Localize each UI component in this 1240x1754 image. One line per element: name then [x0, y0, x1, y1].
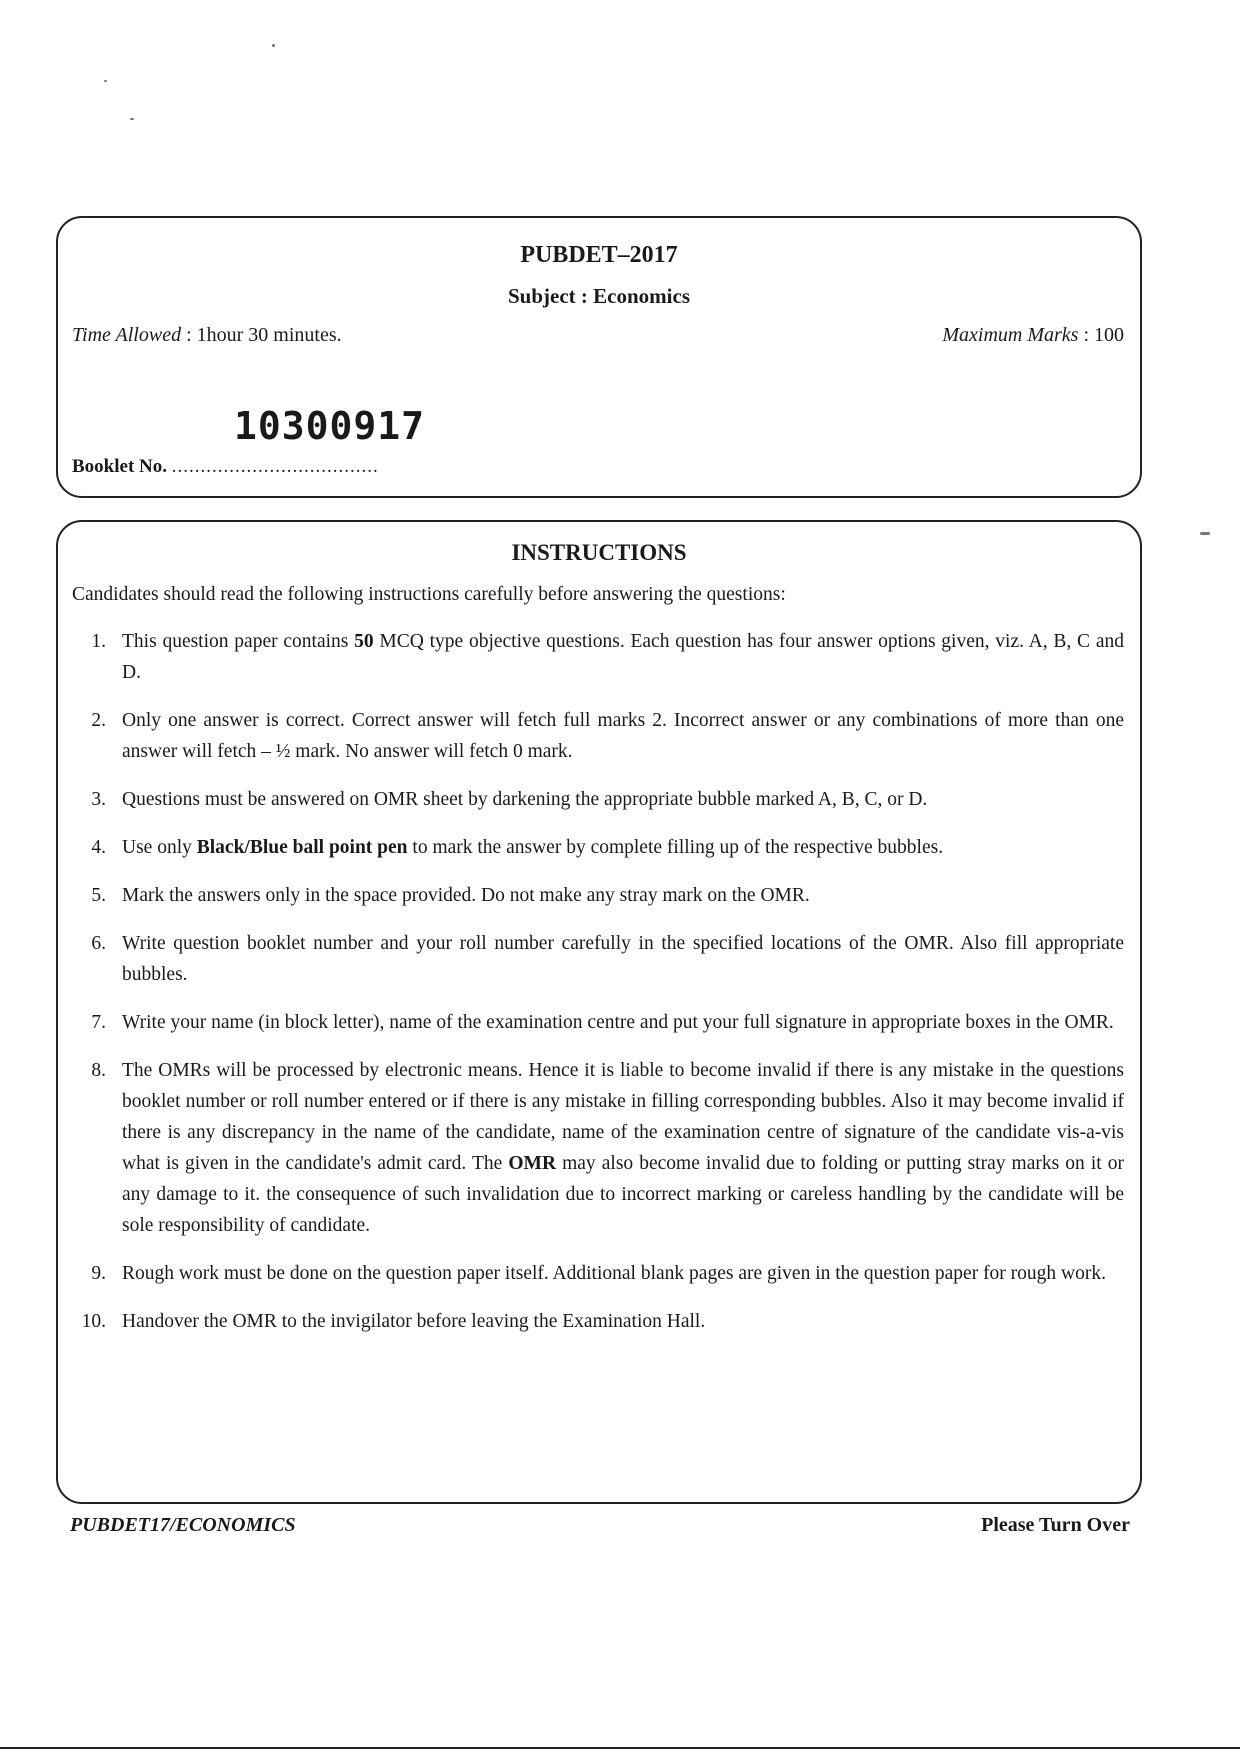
booklet-no-label: Booklet No.	[72, 456, 167, 477]
booklet-no-dots: ....................................	[171, 456, 379, 477]
instruction-bold-text: OMR	[508, 1153, 557, 1174]
maximum-marks	[942, 324, 1124, 347]
scan-speck	[130, 118, 134, 120]
instruction-text-part: This question paper contains	[122, 631, 355, 652]
booklet-no-field	[72, 456, 379, 478]
instruction-number: 1.	[91, 631, 106, 652]
instructions-list	[72, 626, 1124, 1337]
instruction-text: Only one answer is correct. Correct answer will fetch full marks 2. Incorrect answer or any combinations of more than one answer will fetch – ½ mark. No answer will fetch 0 mark.	[122, 710, 1124, 762]
instruction-text: Handover the OMR to the invigilator before leaving the Examination Hall.	[122, 1311, 706, 1332]
scan-bottom-edge	[0, 1747, 1240, 1749]
scan-speck	[1200, 532, 1210, 535]
instruction-bold-text: 50	[354, 631, 374, 652]
instruction-item	[72, 1306, 1124, 1337]
instructions-heading: INSTRUCTIONS	[511, 540, 687, 565]
instruction-text: Write question booklet number and your roll number carefully in the specified locations of the OMR. Also fill appropriate bubbles.	[122, 933, 1124, 985]
instruction-number: 9.	[91, 1263, 106, 1284]
footer-turn-over: Please Turn Over	[981, 1514, 1130, 1536]
instruction-number: 2.	[91, 710, 106, 731]
instruction-text-part: The OMRs will be processed by electronic means. Hence it is liable to become invalid if there is any mistake in the questions booklet number or roll number entered or if there is any mistake in filling corresponding bubbles. Also it may become invalid if there is any discrepancy in the name of the candidate, name of the examination centre of signature of the candidate vis-a-vis what is given in the candidate's admit card. The	[122, 1060, 1124, 1174]
maximum-marks-value: : 100	[1083, 324, 1124, 346]
instruction-number: 10.	[81, 1311, 106, 1332]
instruction-text: Write your name (in block letter), name of the examination centre and put your full signature in appropriate boxes in the OMR.	[122, 1012, 1114, 1033]
instructions-intro: Candidates should read the following instructions carefully before answering the questions:	[72, 584, 786, 605]
instruction-item	[72, 1055, 1124, 1241]
instruction-text	[122, 832, 1124, 863]
instruction-text	[122, 1055, 1124, 1241]
time-allowed-label: Time Allowed	[72, 324, 182, 346]
instruction-text: Rough work must be done on the question paper itself. Additional blank pages are given in the question paper for rough work.	[122, 1263, 1106, 1284]
instruction-item	[72, 880, 1124, 911]
instruction-item	[72, 626, 1124, 688]
instruction-number: 8.	[91, 1060, 106, 1081]
instruction-number: 7.	[91, 1012, 106, 1033]
instruction-text-part: MCQ type objective questions. Each question has four answer options given, viz. A, B, C and D.	[122, 631, 1124, 683]
time-allowed	[72, 324, 342, 347]
instruction-text	[122, 626, 1124, 688]
instruction-item	[72, 1258, 1124, 1289]
subject-line: Subject : Economics	[508, 284, 690, 308]
instruction-text: Mark the answers only in the space provided. Do not make any stray mark on the OMR.	[122, 885, 810, 906]
instructions-box	[56, 520, 1142, 1504]
instruction-text-part: to mark the answer by complete filling up of the respective bubbles.	[407, 837, 944, 858]
scan-speck	[272, 44, 275, 47]
instruction-text: Questions must be answered on OMR sheet by darkening the appropriate bubble marked A, B, C, or D.	[122, 789, 928, 810]
instruction-item	[72, 1007, 1124, 1038]
instruction-item	[72, 832, 1124, 863]
header-box	[56, 216, 1142, 498]
maximum-marks-label: Maximum Marks	[942, 324, 1079, 346]
time-allowed-value: : 1hour 30 minutes.	[186, 324, 342, 346]
instruction-number: 5.	[91, 885, 106, 906]
exam-title: PUBDET–2017	[520, 242, 678, 268]
instruction-number: 3.	[91, 789, 106, 810]
instruction-item	[72, 784, 1124, 815]
instruction-bold-text: Black/Blue ball point pen	[196, 837, 408, 858]
instruction-number: 4.	[91, 837, 106, 858]
instruction-number: 6.	[91, 933, 106, 954]
instruction-text-part: Use only	[122, 837, 197, 858]
footer-paper-code: PUBDET17/ECONOMICS	[70, 1514, 296, 1536]
instruction-text-part: may also become invalid due to folding or putting stray marks on it or any damage to it. the consequence of such invalidation due to incorrect marking or careless handling by the candidate will be sole responsibility of candidate.	[122, 1153, 1124, 1236]
instruction-item	[72, 705, 1124, 767]
instruction-item	[72, 928, 1124, 990]
scan-speck	[104, 80, 107, 82]
booklet-number-stamp: 10300917	[234, 404, 426, 448]
